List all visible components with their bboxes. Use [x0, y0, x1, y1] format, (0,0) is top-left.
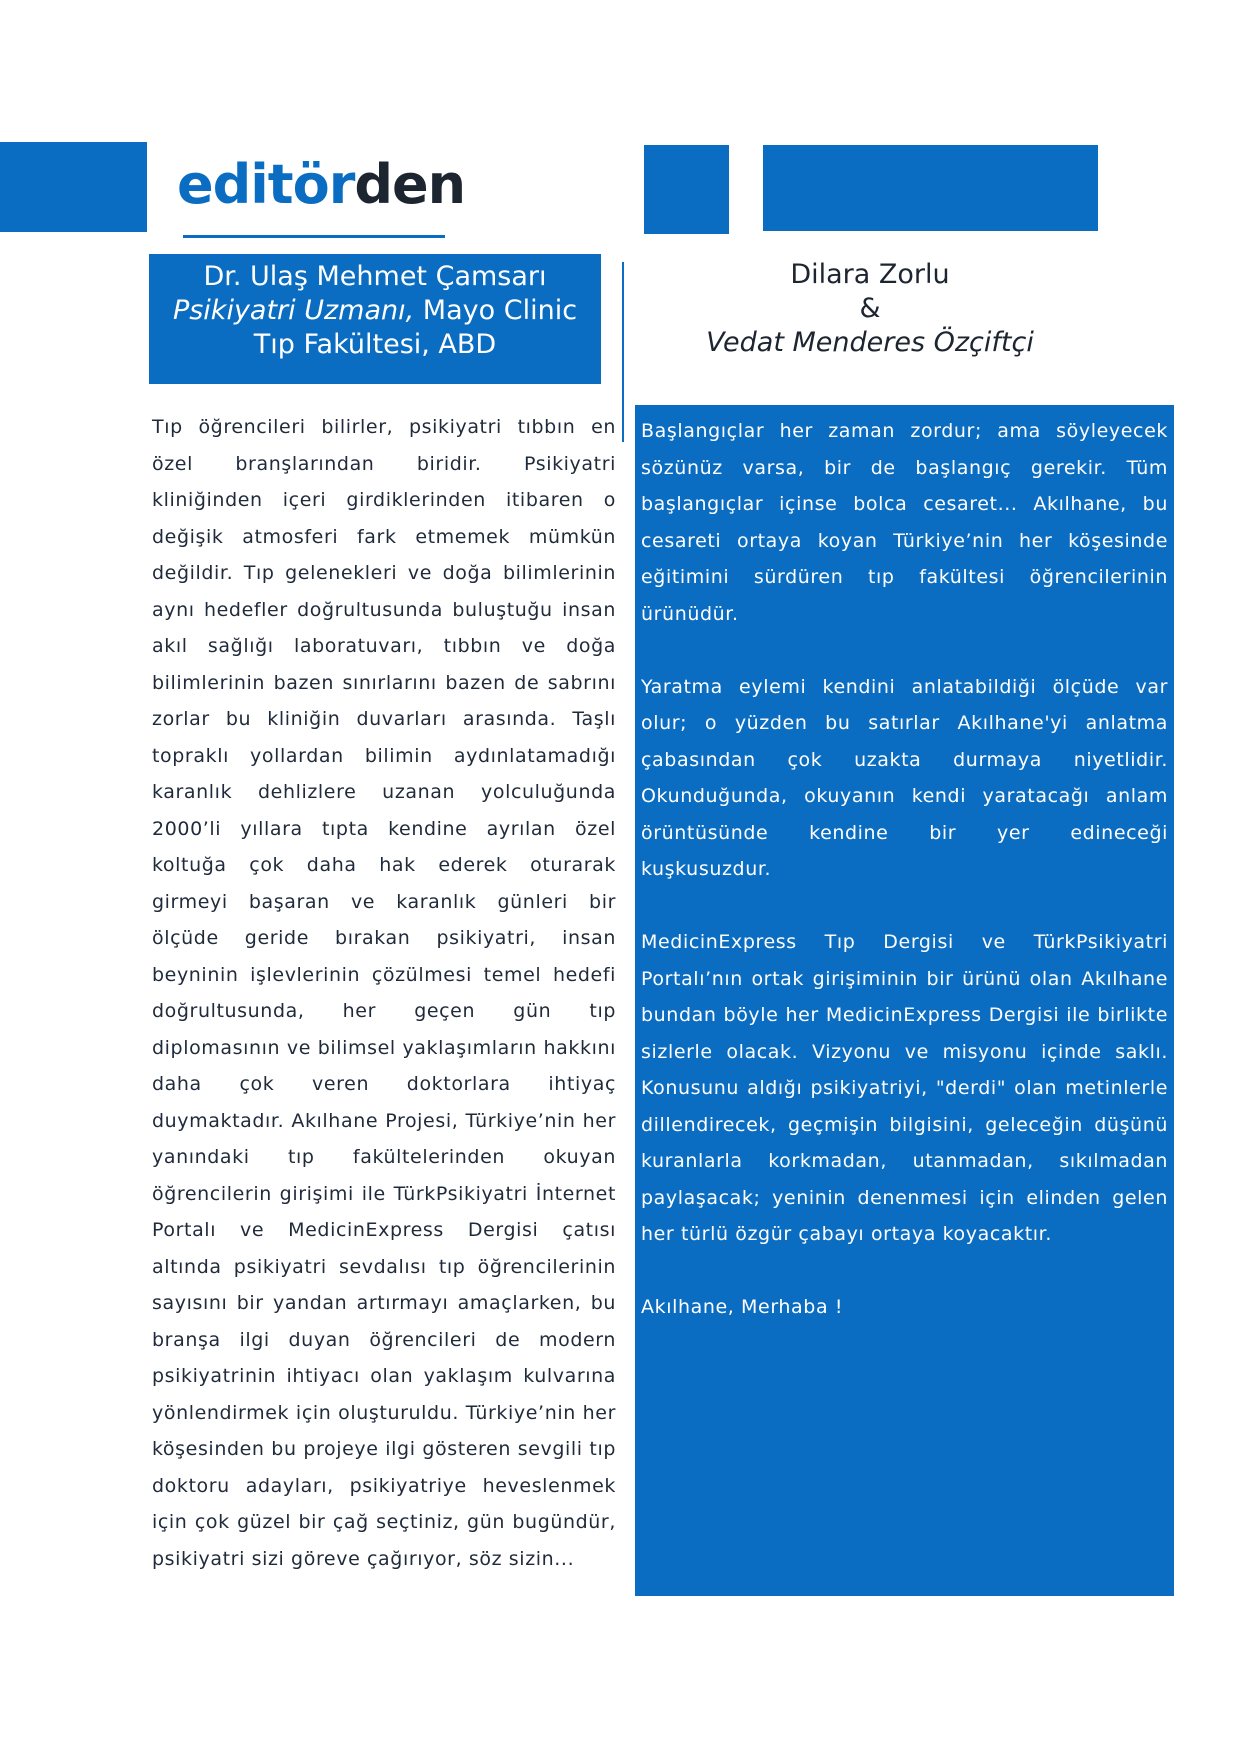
coauthor-first: Dilara Zorlu [790, 259, 950, 290]
decor-block-middle [644, 145, 729, 234]
column-divider [622, 262, 624, 442]
decor-block-right [763, 145, 1098, 231]
coauthor-ampersand: & [859, 293, 881, 324]
author-affiliation: Mayo Clinic [414, 295, 578, 326]
right-paragraph: Akılhane, Merhaba ! [641, 1296, 844, 1318]
author-box [149, 254, 601, 384]
editorial-left-column: Tıp öğrencileri bilirler, psikiyatri tıbbın en özel branşlarından biridir. Psikiyatri kliniğinden içeri girdiklerinden itibaren o değişik atmosferi fark etmemek mümkün değildir. Tıp gelenekleri ve doğa bilimlerinin aynı hedefler doğrultusunda buluştuğu insan akıl sağlığı laboratuvarı, tıbbın ve doğa bilimlerinin bazen sınırlarını bazen de sabrını zorlar bu kliniğin duvarları arasında. Taşlı topraklı yollardan bilimin aydınlatamadığı karanlık dehlizlere uzanan yolculuğunda 2000’li yıllara tıpta kendine ayrılan özel koltuğa çok daha hak ederek oturarak girmeyi başaran ve karanlık günleri bir ölçüde geride bırakan psikiyatri, insan beyninin işlevlerinin çözülmesi temel hedefi doğrultusunda, her geçen gün tıp diplomasının ve bilimsel yaklaşımların hakkını daha çok veren doktorlara ihtiyaç duymaktadır. Akılhane Projesi, Türkiye’nin her yanındaki tıp fakültelerinden okuyan öğrencilerin girişimi ile TürkPsikiyatri İnternet Portalı ve MedicinExpress Dergisi çatısı altında psikiyatri sevdalısı tıp öğrencilerinin sayısını bir yandan artırmayı amaçlarken, bu branşa ilgi duyan öğrencileri de modern psikiyatrinin ihtiyacı olan yaklaşım kulvarına yönlendirmek için oluşturuldu. Türkiye’nin her köşesinden bu projeye ilgi gösteren sevgili tıp doktoru adayları, psikiyatriye heveslenmek için çok güzel bir çağ seçtiniz, gün bugündür, psikiyatri sizi göreve çağırıyor, söz sizin... [152, 416, 616, 1570]
author-title: Psikiyatri Uzmanı, [172, 295, 415, 326]
masthead-accent: editör [177, 153, 355, 216]
right-paragraph: Yaratma eylemi kendini anlatabildiği ölçüde var olur; o yüzden bu satırlar Akılhane'yi anlatma çabasından çok uzakta durmaya niyetlidir. Okunduğunda, okuyanın kendi yaratacağı anlam örüntüsünde kendine bir yer edineceği kuşkusuzdur. [641, 675, 1168, 880]
editorial-right-column [635, 405, 1174, 1596]
author-name: Dr. Ulaş Mehmet Çamsarı [203, 261, 547, 292]
masthead-title [177, 150, 465, 220]
author-title-line [149, 294, 601, 328]
author-faculty: Tıp Fakültesi, ABD [253, 329, 497, 360]
masthead-dark: den [354, 153, 466, 216]
coauthor-second: Vedat Menderes Özçiftçi [706, 327, 1034, 358]
coauthors-heading [680, 258, 1060, 360]
right-paragraph: MedicinExpress Tıp Dergisi ve TürkPsikiyatri Portalı’nın ortak girişiminin bir ürünü olan Akılhane bundan böyle her MedicinExpress Dergisi ile birlikte sizlerle olacak. Vizyonu ve misyonu içinde saklı. Konusunu aldığı psikiyatriyi, "derdi" olan metinlerle dillendirecek, geçmişin bilgisini, geleceğin düşünü kuranlarla korkmadan, utanmadan, sıkılmadan paylaşacak; yeninin denenmesi için elinden gelen her türlü özgür çabayı ortaya koyacaktır. [641, 931, 1168, 1245]
right-paragraph: Başlangıçlar her zaman zordur; ama söyleyecek sözünüz varsa, bir de başlangıç gerekir. Tüm başlangıçlar içinse bolca cesaret... Akılhane, bu cesareti ortaya koyan Türkiye’nin her köşesinde eğitimini sürdüren tıp fakültesi öğrencilerinin ürünüdür. [641, 420, 1168, 625]
decor-block-left [0, 142, 147, 232]
masthead-underline [183, 235, 445, 238]
